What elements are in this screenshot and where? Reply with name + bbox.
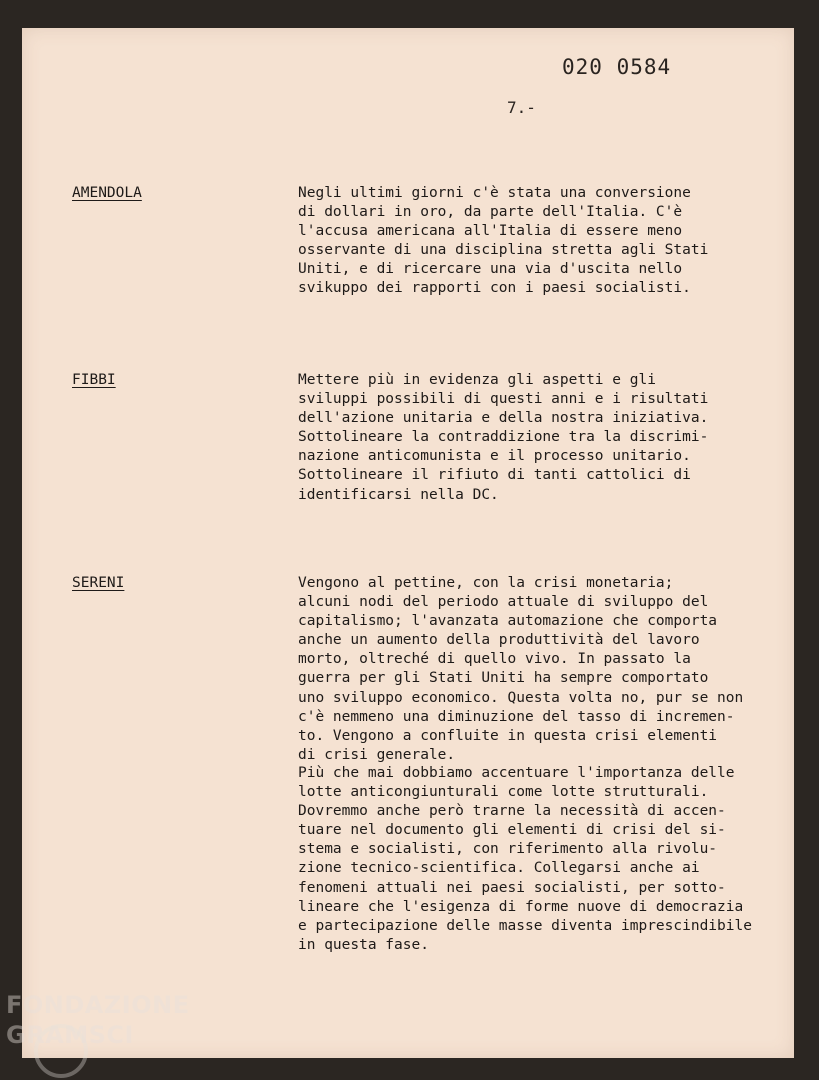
- page-number: 7.-: [507, 98, 536, 117]
- speaker-name: FIBBI: [72, 372, 116, 388]
- speech-paragraph: Più che mai dobbiamo accentuare l'importanza delle lotte anticongiunturali come lotte strutturali. Dovremmo anche però trarne la necessità di accen- tuare nel documento gli elementi di crisi del si- stema e socialisti, con riferimento alla rivolu- zione tecnico-scientifica. Collegarsi anche ai fenomeni attuali nei paesi socialisti, per sotto- lineare che l'esigenza di forme nuove di democrazia e partecipazione delle masse diventa imprescindibile in questa fase.: [298, 765, 752, 953]
- watermark: [6, 990, 190, 1050]
- speech-paragraph: Negli ultimi giorni c'è stata una conversione di dollari in oro, da parte dell'Italia. C'è l'accusa americana all'Italia di essere meno osservante di una disciplina stretta agli Stati Uniti, e di ricercare una via d'uscita nello svikuppo dei rapporti con i paesi socialisti.: [298, 185, 709, 297]
- speaker-name: AMENDOLA: [72, 185, 142, 201]
- document-page: [22, 28, 794, 1058]
- reference-number: 020 0584: [562, 55, 672, 79]
- watermark-line: FONDAZIONE: [6, 991, 190, 1019]
- watermark-line: GRAMSCI: [6, 1021, 134, 1049]
- speech-paragraph: Mettere più in evidenza gli aspetti e gli sviluppi possibili di questi anni e i risultati dell'azione unitaria e della nostra iniziativa. Sottolineare la contraddizione tra la discrimi- nazione anticomunista e il processo unitario. Sottolineare il rifiuto di tanti cattolici di identificarsi nella DC.: [298, 372, 709, 503]
- speaker-name: SERENI: [72, 575, 125, 591]
- speech-paragraph: Vengono al pettine, con la crisi monetaria; alcuni nodi del periodo attuale di sviluppo del capitalismo; l'avanzata automazione che comporta anche un aumento della produttività del lavoro morto, oltreché di quello vivo. In passato la guerra per gli Stati Uniti ha sempre comportato uno sviluppo economico. Questa volta no, pur se non c'è nemmeno una diminuzione del tasso di incremen- to. Vengono a confluite in questa crisi elementi di crisi generale.: [298, 575, 744, 763]
